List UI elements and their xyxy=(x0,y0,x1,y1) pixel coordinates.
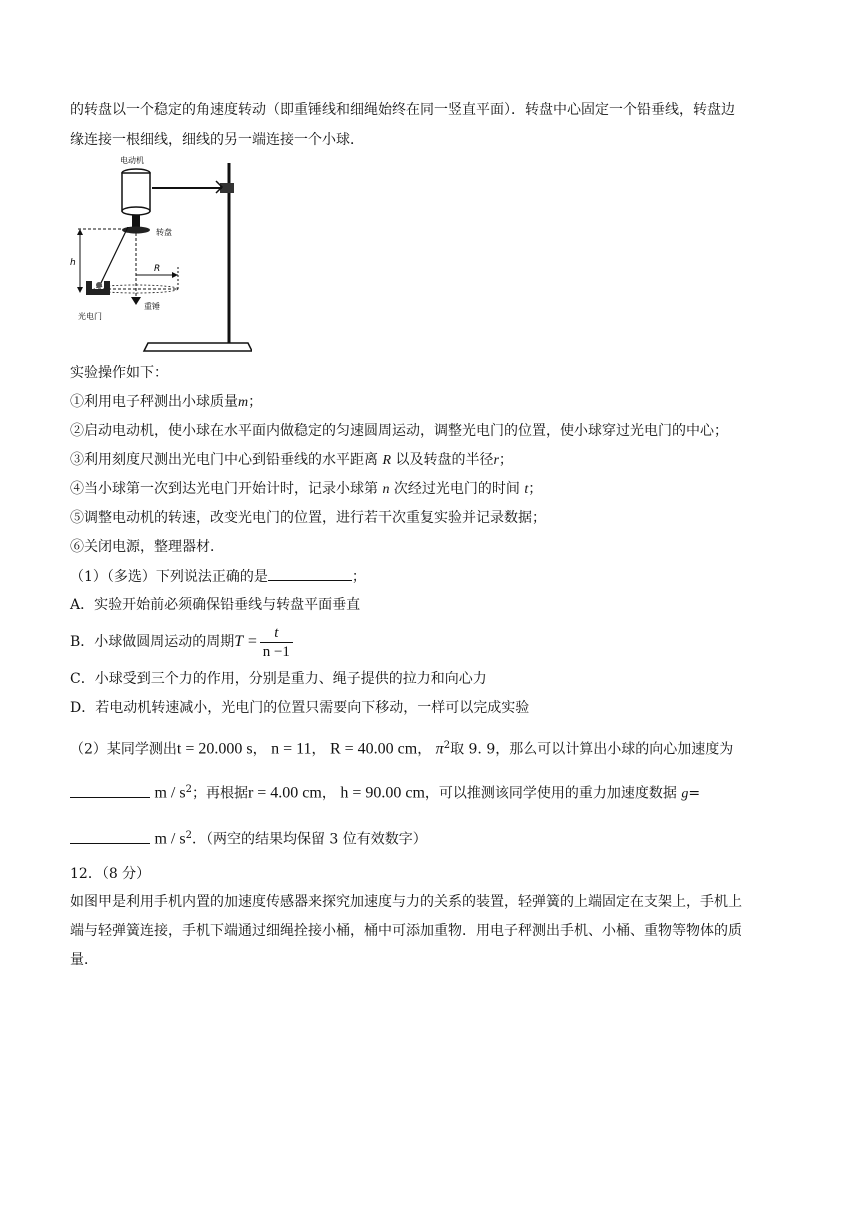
stand-base xyxy=(144,343,252,351)
option-D: D．若电动机转速减小，光电门的位置只需要向下移动，一样可以完成实验 xyxy=(70,700,530,716)
photogate-label: 光电门 xyxy=(78,312,102,321)
step-2: ②启动电动机，使小球在水平面内做稳定的匀速圆周运动，调整光电门的位置，使小球穿过光电门的中心； xyxy=(70,423,728,439)
question-12-header: 12．（8 分） xyxy=(70,866,151,882)
answer-blank-2[interactable] xyxy=(70,783,150,798)
R-label: R xyxy=(154,264,161,274)
question-12-line-3: 量． xyxy=(70,952,98,968)
step-1: ①利用电子秤测出小球质量m； xyxy=(70,394,263,410)
answer-blank-3[interactable] xyxy=(70,829,150,844)
r-small-label: r xyxy=(126,225,129,233)
option-B: B．小球做圆周运动的周期T = $\frac{t}{n -1}$ xyxy=(70,622,295,662)
h-label: h xyxy=(70,258,76,268)
option-C: C．小球受到三个力的作用，分别是重力、绳子提供的拉力和向心力 xyxy=(70,671,487,687)
string xyxy=(100,231,126,285)
intro-line-2: 缘连接一根细线，细线的另一端连接一个小球． xyxy=(70,132,364,148)
stand-clamp xyxy=(220,183,234,193)
step-4: ④当小球第一次到达光电门开始计时，记录小球第 n 次经过光电门的时间 t； xyxy=(70,481,543,497)
ball xyxy=(96,282,102,288)
question-2-line-3: m / $s^2$．（两空的结果均保留 3 位有效数字） xyxy=(70,826,427,850)
experiment-apparatus-figure xyxy=(70,155,252,355)
question-12-line-2: 端与轻弹簧连接，手机下端通过细绳拴接小桶，桶中可添加重物．用电子秤测出手机、小桶、重物等物体的质 xyxy=(70,923,742,939)
question-2-line-1: （2）某同学测出t = 20.000 s， n = 11， R = 40.00 cm， $\pi^2$取 9. 9，那么可以计算出小球的向心加速度为 xyxy=(70,740,734,758)
step-6: ⑥关闭电源，整理器材． xyxy=(70,539,224,555)
question-2-line-2: m / $s^2$；再根据r = 4.00 cm， h = 90.00 cm，可以推测该同学使用的重力加速度数据 g= xyxy=(70,780,700,805)
question-12-line-1: 如图甲是利用手机内置的加速度传感器来探究加速度与力的关系的装置，轻弹簧的上端固定在支架上，手机上 xyxy=(70,894,742,910)
plumb-label: 重锤 xyxy=(144,302,160,311)
operation-title: 实验操作如下： xyxy=(70,365,168,381)
step-5: ⑤调整电动机的转速，改变光电门的位置，进行若干次重复实验并记录数据； xyxy=(70,510,546,526)
motor-label: 电动机 xyxy=(120,156,144,165)
step-3: ③利用刻度尺测出光电门中心到铅垂线的水平距离 R 以及转盘的半径r； xyxy=(70,452,513,468)
turntable-label: 转盘 xyxy=(156,228,172,237)
answer-blank-1[interactable] xyxy=(268,566,352,581)
motor-shaft xyxy=(132,215,140,227)
plumb-weight xyxy=(131,297,141,305)
period-fraction: $\frac{t}{n -1}$ xyxy=(260,624,293,661)
question-1: （1）（多选）下列说法正确的是 ； xyxy=(70,566,366,587)
intro-line-1: 的转盘以一个稳定的角速度转动（即重锤线和细绳始终在同一竖直平面）．转盘中心固定一个铅垂线，转盘边 xyxy=(70,102,735,118)
motor-body xyxy=(122,173,150,211)
option-A: A．实验开始前必须确保铅垂线与转盘平面垂直 xyxy=(70,597,361,613)
